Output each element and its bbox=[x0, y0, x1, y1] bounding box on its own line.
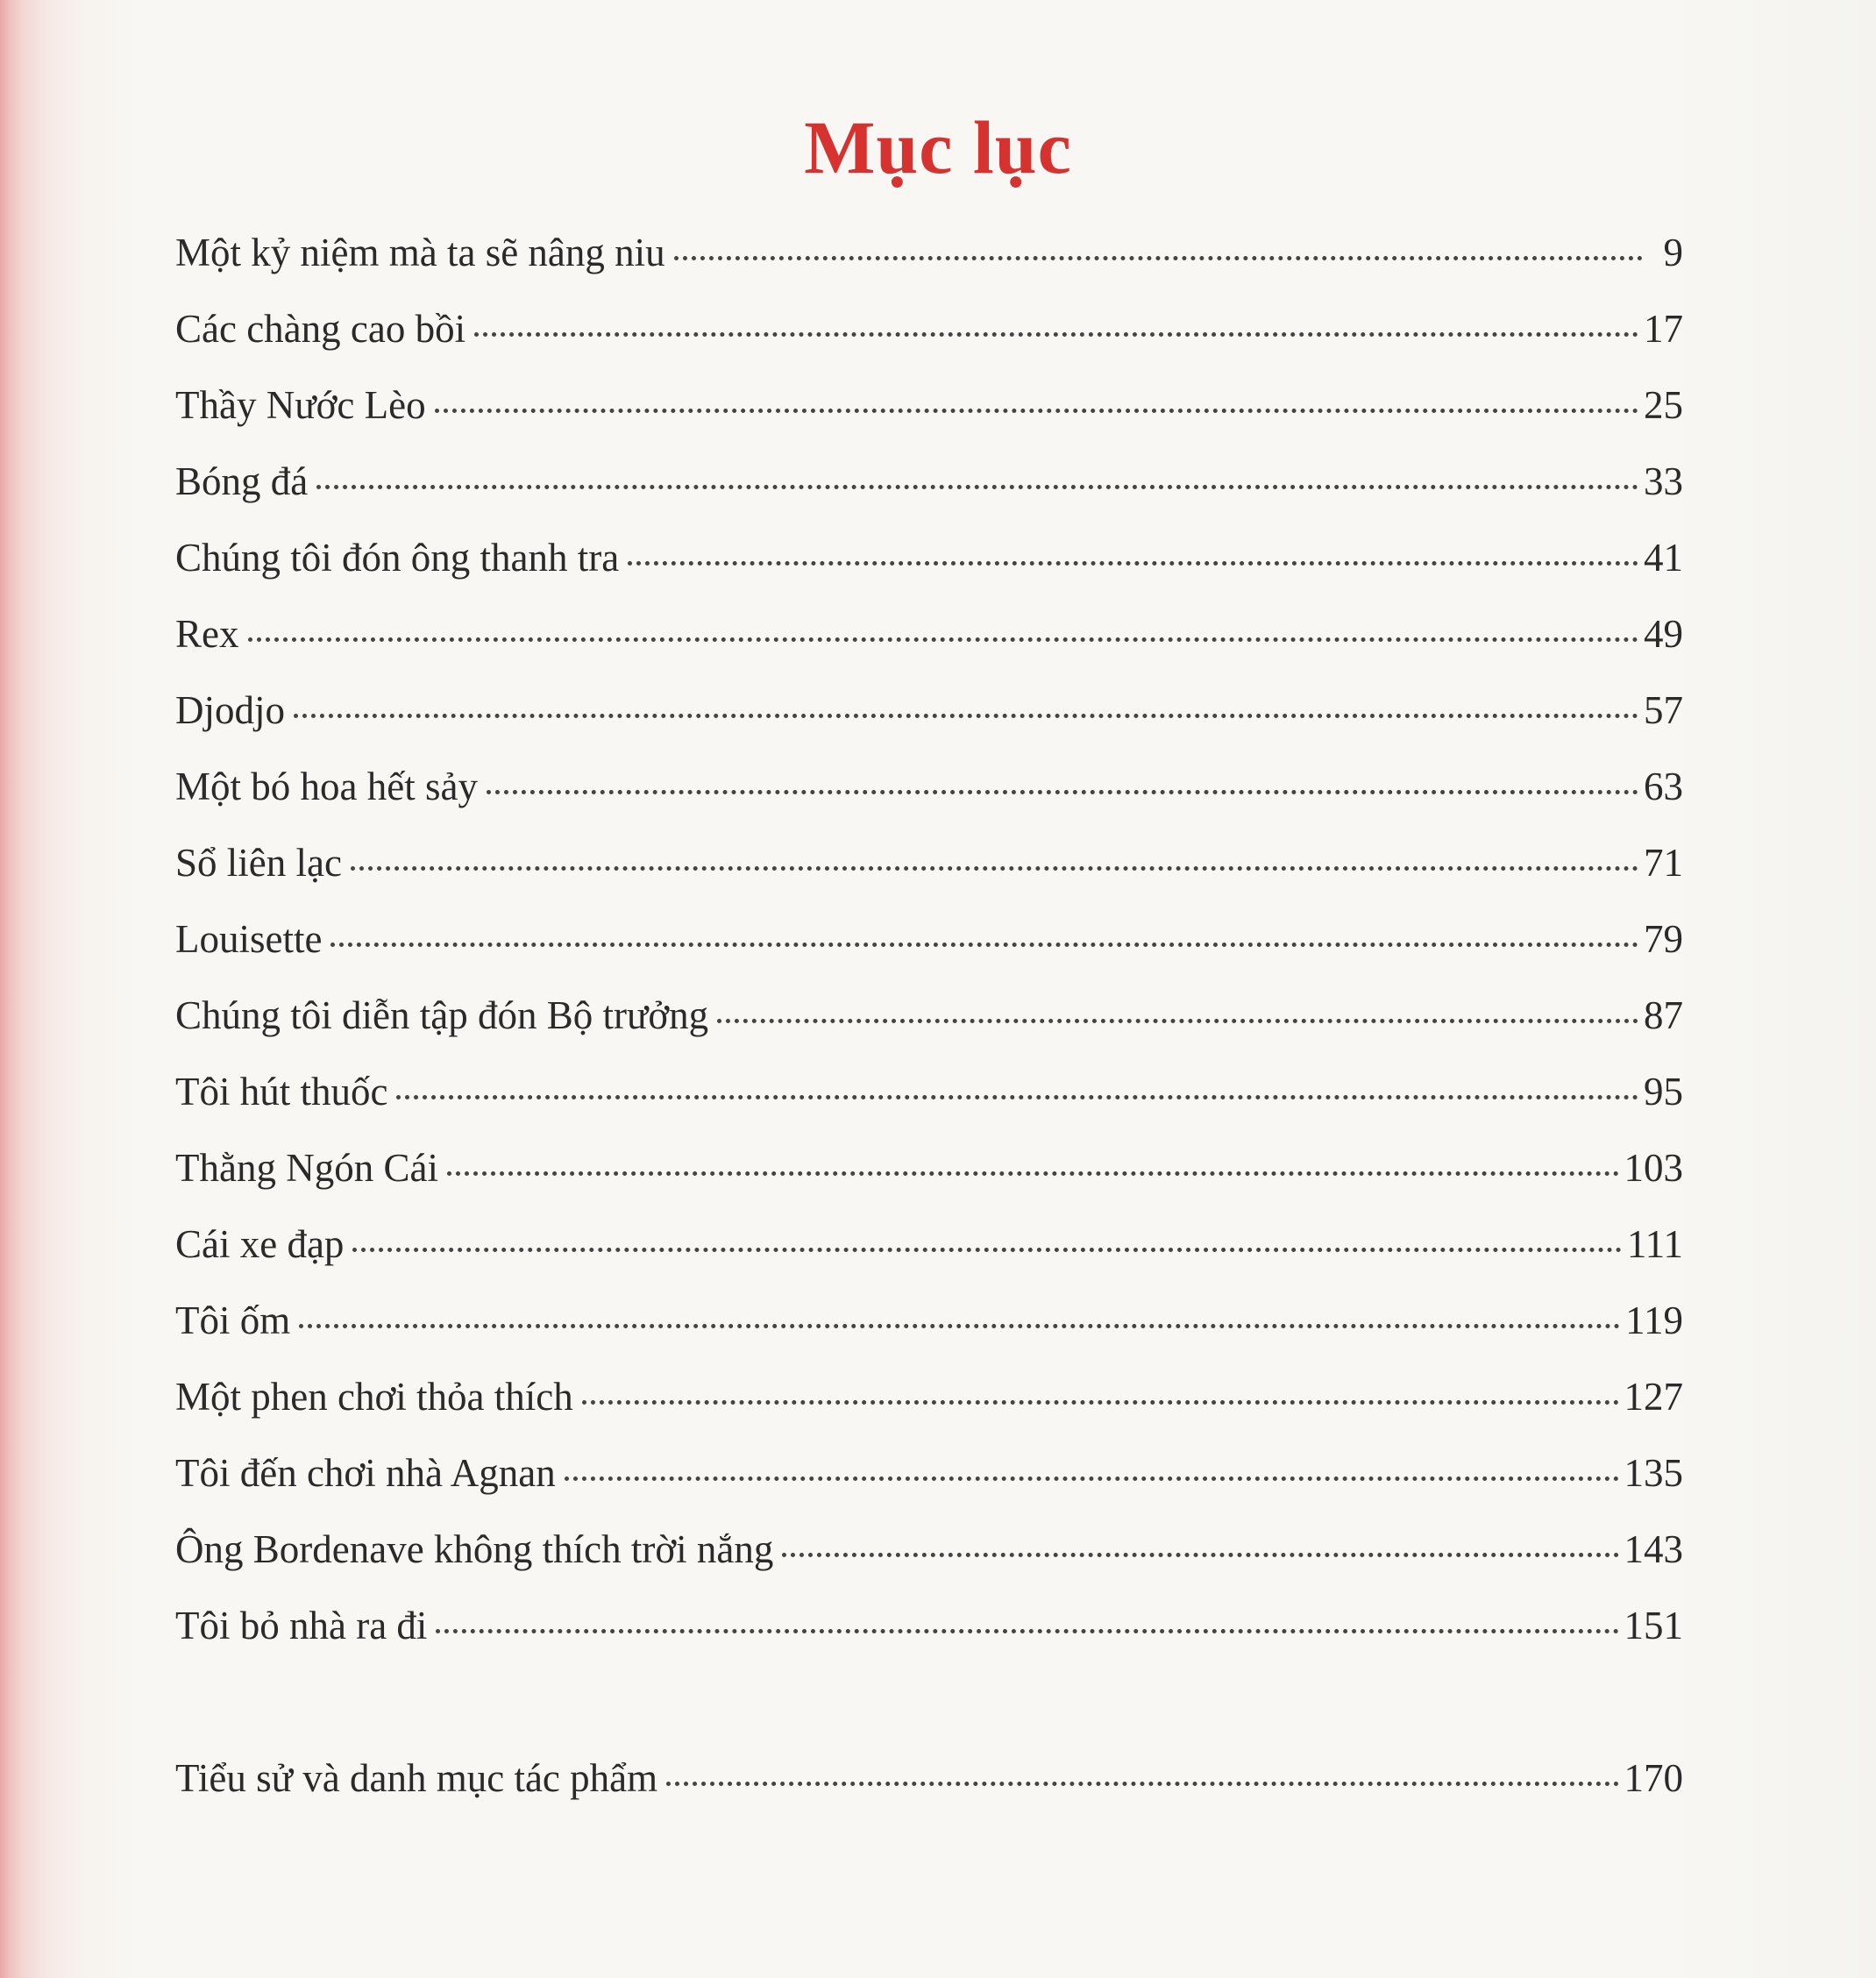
toc-entry-page: 135 bbox=[1624, 1451, 1683, 1495]
toc-entry bbox=[175, 1298, 1683, 1359]
toc-entry-title: Một bó hoa hết sảy bbox=[175, 765, 478, 808]
toc-entry-page: 170 bbox=[1624, 1756, 1683, 1800]
toc-entry bbox=[175, 1221, 1683, 1283]
toc-entry-title: Cái xe đạp bbox=[175, 1222, 345, 1266]
dot-leader bbox=[330, 943, 1638, 947]
toc-entry-page: 25 bbox=[1644, 383, 1683, 427]
dot-leader bbox=[299, 1324, 1620, 1328]
toc-entry bbox=[175, 459, 1683, 520]
toc-entry-page: 95 bbox=[1644, 1070, 1683, 1114]
toc-entry-page: 63 bbox=[1644, 765, 1683, 808]
toc-entry-page: 17 bbox=[1644, 307, 1683, 351]
toc-entry-title: Rex bbox=[175, 612, 239, 656]
toc-entry bbox=[175, 1069, 1683, 1130]
toc-entry-page: 103 bbox=[1624, 1146, 1683, 1190]
toc-entry bbox=[175, 916, 1683, 978]
toc-entry-page: 41 bbox=[1644, 536, 1683, 580]
toc-entry bbox=[175, 535, 1683, 596]
page-title: Mục lục bbox=[804, 105, 1072, 189]
toc-entry-appendix bbox=[175, 1755, 1683, 1817]
toc-entry-page: 9 bbox=[1663, 231, 1683, 274]
toc-entry-title: Một kỷ niệm mà ta sẽ nâng niu bbox=[175, 231, 665, 274]
toc-entry bbox=[175, 993, 1683, 1054]
dot-leader bbox=[628, 561, 1638, 566]
toc-entry-title: Thằng Ngón Cái bbox=[175, 1146, 438, 1190]
toc-entry-title: Tôi ốm bbox=[175, 1299, 291, 1342]
toc-entry bbox=[175, 687, 1683, 749]
dot-leader bbox=[316, 485, 1638, 489]
toc-entry-page: 49 bbox=[1644, 612, 1683, 656]
toc-entry-page: 79 bbox=[1644, 917, 1683, 961]
toc-entry-page: 143 bbox=[1624, 1527, 1683, 1571]
dot-leader bbox=[352, 1248, 1621, 1252]
toc-entry-title: Ông Bordenave không thích trời nắng bbox=[175, 1527, 774, 1571]
toc-entry-page: 33 bbox=[1644, 459, 1683, 503]
toc-entry-title: Louisette bbox=[175, 917, 323, 961]
toc-entry-title: Tiểu sử và danh mục tác phẩm bbox=[175, 1756, 658, 1800]
dot-leader bbox=[487, 790, 1638, 794]
toc-entry bbox=[175, 1374, 1683, 1435]
dot-leader bbox=[666, 1782, 1618, 1786]
dot-leader bbox=[436, 1629, 1618, 1633]
toc-entry-title: Thầy Nước Lèo bbox=[175, 383, 426, 427]
toc-entry-page: 57 bbox=[1644, 688, 1683, 732]
dot-leader bbox=[248, 637, 1639, 642]
dot-leader bbox=[396, 1095, 1638, 1099]
toc-entry-title: Tôi hút thuốc bbox=[175, 1070, 388, 1114]
dot-leader bbox=[782, 1553, 1618, 1557]
dot-leader bbox=[351, 866, 1638, 871]
toc-entry bbox=[175, 306, 1683, 367]
toc-entry bbox=[175, 840, 1683, 901]
toc-entry-page: 119 bbox=[1625, 1299, 1683, 1342]
toc-entry-title: Các chàng cao bồi bbox=[175, 307, 466, 351]
toc-entry bbox=[175, 230, 1683, 291]
dot-leader bbox=[674, 256, 1643, 260]
toc-entry-title: Chúng tôi diễn tập đón Bộ trưởng bbox=[175, 993, 709, 1037]
toc-entry-page: 71 bbox=[1644, 841, 1683, 885]
dot-leader bbox=[447, 1171, 1619, 1176]
toc-entry-page: 127 bbox=[1624, 1375, 1683, 1419]
toc-entry-page: 87 bbox=[1644, 993, 1683, 1037]
toc-entry bbox=[175, 611, 1683, 672]
dot-leader bbox=[565, 1476, 1619, 1481]
toc-entry-title: Một phen chơi thỏa thích bbox=[175, 1375, 573, 1419]
toc-entry-title: Sổ liên lạc bbox=[175, 841, 342, 885]
dot-leader bbox=[717, 1019, 1638, 1023]
toc-entry-page: 111 bbox=[1626, 1222, 1683, 1266]
toc-entry-title: Bóng đá bbox=[175, 459, 309, 503]
toc-entry bbox=[175, 382, 1683, 444]
toc-entry bbox=[175, 1145, 1683, 1206]
toc-entry bbox=[175, 1450, 1683, 1512]
toc-entry-title: Tôi bỏ nhà ra đi bbox=[175, 1604, 428, 1647]
toc-entry-title: Tôi đến chơi nhà Agnan bbox=[175, 1451, 556, 1495]
toc-entry bbox=[175, 764, 1683, 825]
toc-entry-page: 151 bbox=[1624, 1604, 1683, 1647]
toc-entry-title: Djodjo bbox=[175, 688, 286, 732]
dot-leader bbox=[435, 409, 1638, 413]
toc-entry bbox=[175, 1603, 1683, 1664]
dot-leader bbox=[474, 332, 1638, 337]
dot-leader bbox=[294, 714, 1638, 718]
toc-entry bbox=[175, 1526, 1683, 1588]
dot-leader bbox=[582, 1400, 1619, 1405]
toc-entry-title: Chúng tôi đón ông thanh tra bbox=[175, 536, 620, 580]
